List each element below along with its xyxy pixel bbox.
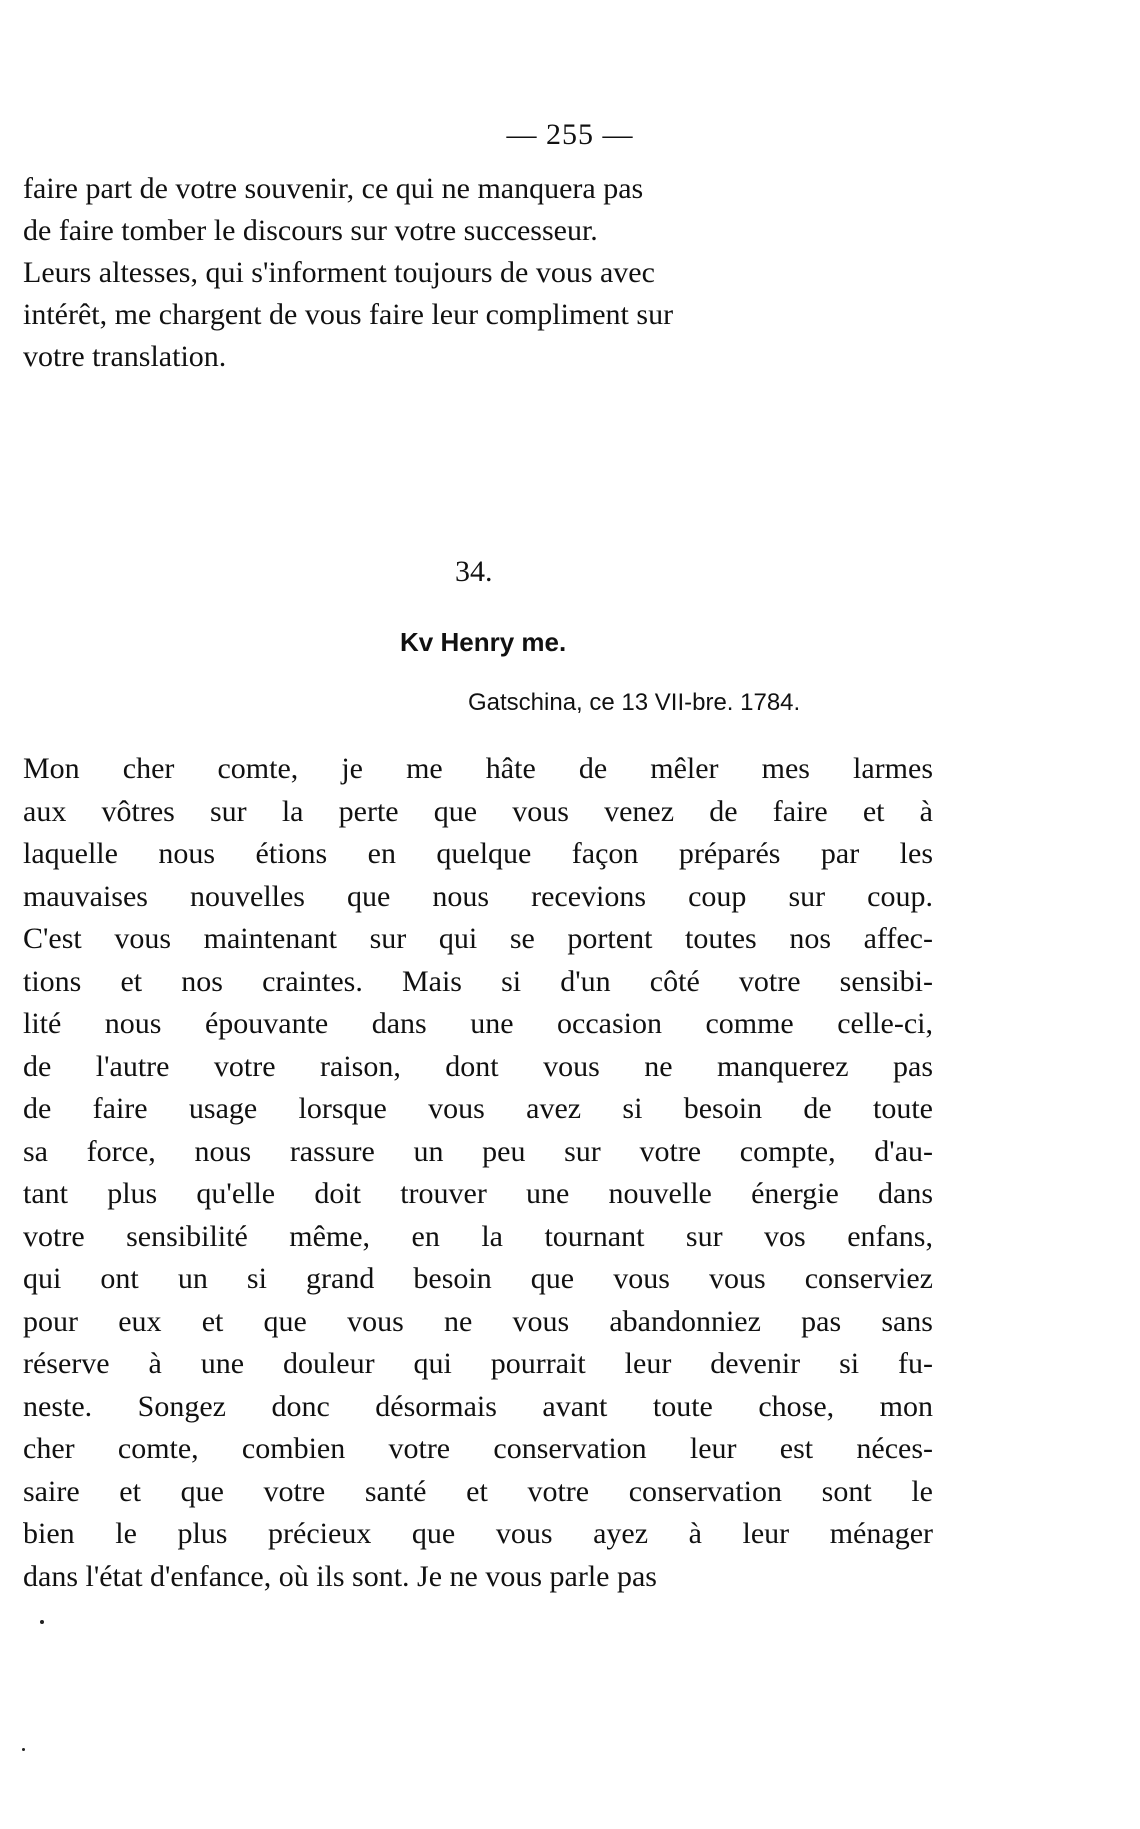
text-line: aux vôtres sur la perte que vous venez de faire et à [23,794,933,828]
text-line: tions et nos craintes. Mais si d'un côté votre sensibi- [23,964,933,998]
letter-body [23,748,933,1598]
print-speck [40,1620,44,1624]
text-line: Mon cher comte, je me hâte de mêler mes larmes [23,752,933,785]
text-line: pour eux et que vous ne vous abandonniez pas sans [23,1304,933,1338]
text-line: qui ont un si grand besoin que vous vous conserviez [23,1262,933,1295]
text-line: saire et que votre santé et votre conservation sont le [23,1474,933,1508]
text-line: cher comte, combien votre conservation leur est néces- [23,1432,933,1465]
text-line: dans l'état d'enfance, où ils sont. Je ne vous parle pas [23,1559,657,1593]
text-line: mauvaises nouvelles que nous recevions coup sur coup. [23,879,933,913]
print-speck [22,1748,25,1751]
text-line: réserve à une douleur qui pourrait leur devenir si fu- [23,1347,933,1380]
text-line: sa force, nous rassure un peu sur votre compte, d'au- [23,1134,933,1168]
text-line: faire part de votre souvenir, ce qui ne manquera pas [23,172,644,205]
text-line: bien le plus précieux que vous ayez à leur ménager [23,1517,933,1550]
text-line: laquelle nous étions en quelque façon préparés par les [23,837,933,870]
letter-number: 34. [455,555,493,588]
continued-paragraph [23,168,933,378]
text-line: C'est vous maintenant sur qui se portent toutes nos affec- [23,922,933,955]
text-line: de faire tomber le discours sur votre successeur. [23,214,598,247]
text-line: de l'autre votre raison, dont vous ne manquerez pas [23,1049,933,1083]
text-line: tant plus qu'elle doit trouver une nouvelle énergie dans [23,1177,933,1210]
text-line: de faire usage lorsque vous avez si besoin de toute [23,1092,933,1125]
text-line: votre translation. [23,340,227,373]
text-line: votre sensibilité même, en la tournant sur vos enfans, [23,1219,933,1253]
text-line: neste. Songez donc désormais avant toute chose, mon [23,1389,933,1423]
letter-recipient: Kv Henry me. [400,627,567,657]
letter-dateline: Gatschina, ce 13 VII-bre. 1784. [468,689,801,716]
text-line: lité nous épouvante dans une occasion comme celle-ci, [23,1007,933,1040]
text-line: Leurs altesses, qui s'informent toujours de vous avec [23,256,655,289]
page-number: — 255 — [506,118,634,151]
text-line: intérêt, me chargent de vous faire leur compliment sur [23,298,674,331]
